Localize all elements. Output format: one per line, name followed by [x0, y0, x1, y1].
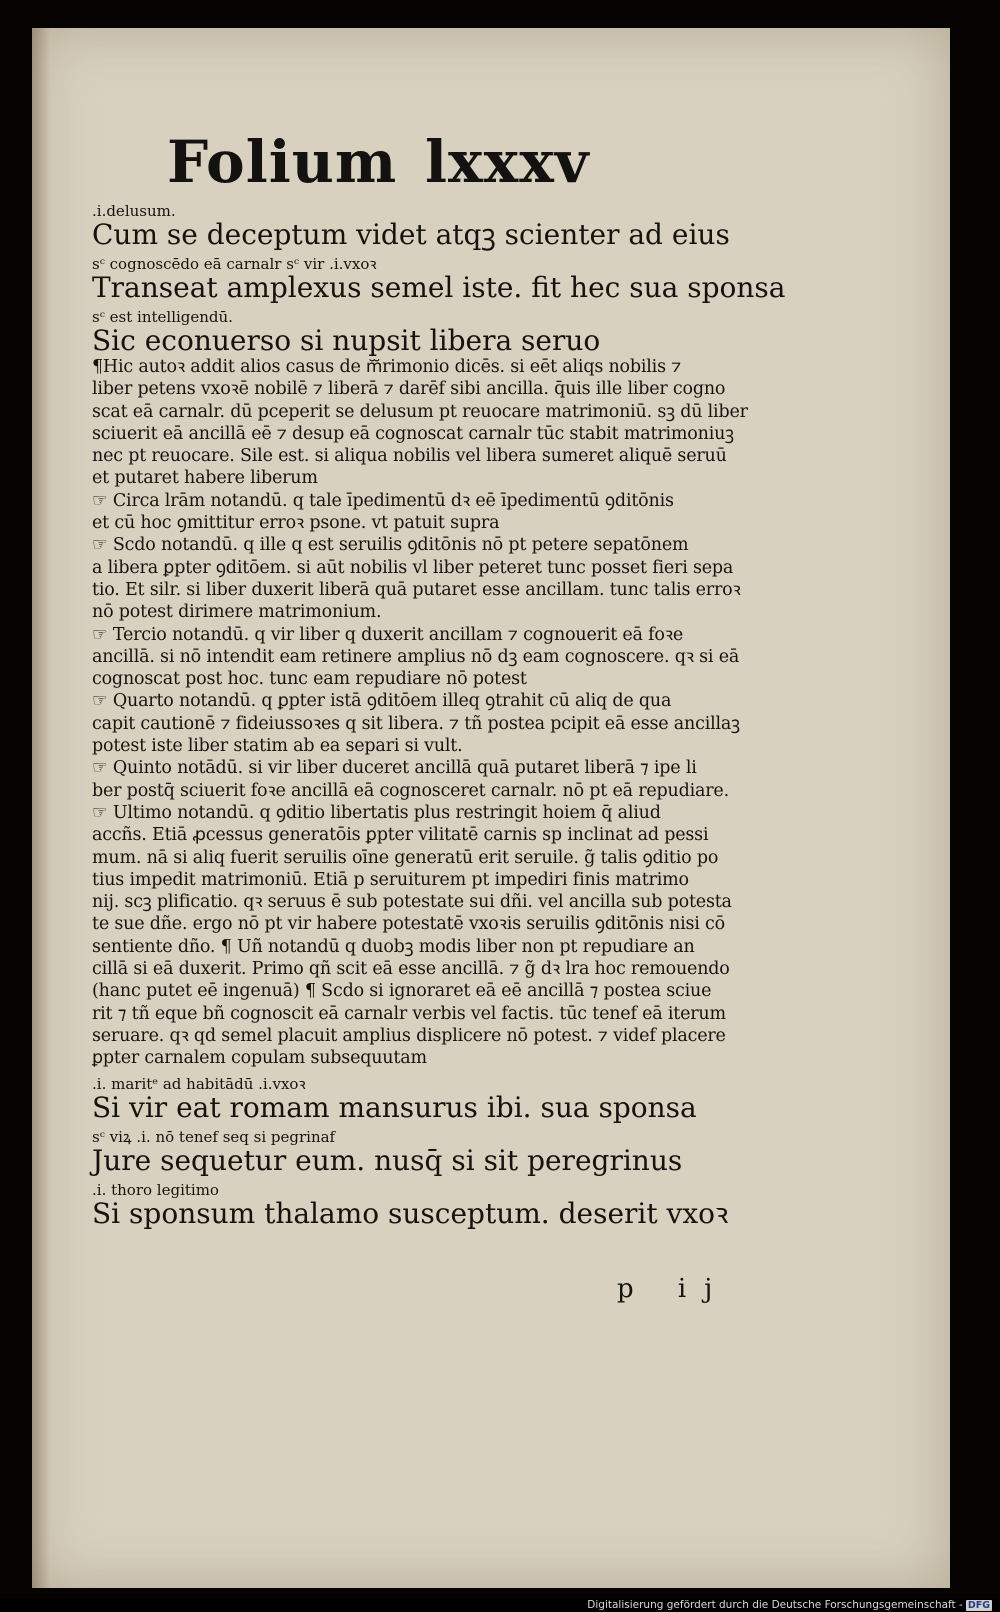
text-block [92, 200, 786, 1232]
heading-folium: Folium [167, 128, 398, 196]
commentary-line: scat eā carnalr. dū pceperit se delusum pt reuocare matrimoniū. sꝫ dū liber [92, 401, 748, 422]
verse-line: Cum se deceptum videt atqꝫ scienter ad eius [92, 218, 730, 251]
commentary-line: (hanc putet eē ingenuā) ¶ Scdo si ignoraret eā eē ancillā ⁊ postea sciue [92, 981, 712, 1002]
gloss-line: sᶜ viꝝ .i. nō tenef seq si pegrinaf [92, 1127, 336, 1146]
footer-credit-text: Digitalisierung gefördert durch die Deutsche Forschungsgemeinschaft - [587, 1599, 963, 1611]
commentary-line: nij. scꝫ plificatio. qꝛ seruus ē sub potestate sui dñi. vel ancilla sub potesta [92, 892, 732, 913]
commentary-line: capit cautionē ⁊ fideiussoꝛes q sit libera. ⁊ tñ postea pcipit eā esse ancillaꝫ [92, 713, 740, 734]
gloss-line: .i. thoro legitimo [92, 1180, 219, 1199]
commentary-line: seruare. qꝛ qd semel placuit amplius displicere nō potest. ⁊ videf placere [92, 1025, 726, 1046]
commentary-line: tius impedit matrimoniū. Etiā p seruiturem pt impediri finis matrimo [92, 869, 689, 890]
commentary-line: liber petens vxoꝛē nobilē ⁊ liberā ⁊ darēf sibi ancilla. q̄uis ille liber cogno [92, 379, 726, 400]
commentary-line: a libera ꝑpter ꝯditōem. si aūt nobilis vl liber peteret tunc posset fieri sepa [92, 557, 734, 578]
gloss-line: .i.delusum. [92, 202, 176, 220]
commentary-line: ¶Hic autoꝛ addit alios casus de mᷓrimonio dicēs. si eēt aliqs nobilis ⁊ [92, 357, 682, 377]
commentary-line: et putaret habere liberum [92, 468, 318, 489]
commentary-line: et cū hoc ꝯmittitur erroꝛ psone. vt patuit supra [92, 513, 500, 534]
verse-line: Jure sequetur eum. nusq̄ si sit peregrinus [92, 1143, 683, 1177]
commentary-line: cillā si eā duxerit. Primo qñ scit eā esse ancillā. ⁊ g̃ dꝛ lra hoc remouendo [92, 959, 730, 980]
commentary-line: ☞ Ultimo notandū. q ꝯditio libertatis plus restringit hoiem q̄ aliud [92, 802, 661, 823]
verse-line: Transeat amplexus semel iste. fit hec sua sponsa [92, 271, 786, 304]
gloss-line: sᶜ est intelligendū. [92, 308, 233, 326]
commentary-line: sentiente dño. ¶ Uñ notandū q duobꝫ modis liber non pt repudiare an [92, 936, 695, 957]
commentary-line: accñs. Etiā ꝓcessus generatōis ꝑpter vilitatē carnis sp inclinat ad pessi [92, 825, 709, 846]
commentary-line: potest iste liber statim ab ea separi si vult. [92, 736, 463, 757]
commentary-line: cognoscat post hoc. tunc eam repudiare nō potest [92, 669, 527, 690]
commentary-line: ☞ Quarto notandū. q ꝑpter istā ꝯditōem illeq ꝯtrahit cū aliq de qua [92, 691, 672, 712]
gloss-line: .i. maritᵉ ad habitādū .i.vxoꝛ [92, 1074, 306, 1093]
verse-line: Si sponsum thalamo susceptum. deserit vxoꝛ [92, 1196, 729, 1230]
commentary-line: nec pt reuocare. Sile est. si aliqua nobilis vel libera sumeret aliquē seruū [92, 446, 727, 467]
commentary-line: rit ⁊ tñ eque bñ cognoscit eā carnalr verbis vel factis. tūc tenef eā iterum [92, 1003, 726, 1024]
verse-line: Si vir eat romam mansurus ibi. sua sponsa [92, 1090, 697, 1124]
heading-folio-number: lxxxv [425, 128, 590, 196]
commentary-line: ancillā. si nō intendit eam retinere amplius nō dꝫ eam cognoscere. qꝛ si eā [92, 646, 740, 667]
commentary-line: ☞ Quinto notādū. si vir liber duceret ancillā quā putaret liberā ⁊ ipe li [92, 758, 697, 779]
commentary-line: sciuerit eā ancillā eē ⁊ desup eā cognoscat carnalr tūc stabit matrimoniuꝫ [92, 423, 734, 444]
commentary-line: tio. Et silr. si liber duxerit liberā quā putaret esse ancillam. tunc talis erroꝛ [92, 579, 741, 600]
footer-credit [587, 1599, 992, 1611]
commentary-line: ☞ Scdo notandū. q ille q est seruilis ꝯditōnis nō pt petere sepatōnem [92, 535, 689, 556]
commentary-line: ☞ Circa lrām notandū. q tale īpedimentū dꝛ eē īpedimentū ꝯditōnis [92, 490, 674, 511]
commentary-line: ☞ Tercio notandū. q vir liber q duxerit ancillam ⁊ cognouerit eā foꝛe [92, 624, 684, 645]
gloss-line: sᶜ cognoscēdo eā carnalr sᶜ vir .i.vxoꝛ [92, 255, 377, 273]
book-page [32, 28, 950, 1588]
commentary-line: ꝑpter carnalem copulam subsequutam [92, 1048, 427, 1069]
commentary-line: mum. nā si aliq fuerit seruilis oīne generatū erit seruile. g̃ talis ꝯditio po [92, 847, 719, 868]
dfg-logo: DFG [967, 1600, 990, 1611]
signature-mark: p ij [617, 1274, 731, 1304]
commentary-line: te sue dñe. ergo nō pt vir habere potestatē vxoꝛis seruilis ꝯditōnis nisi cō [92, 914, 725, 935]
commentary-line: nō potest dirimere matrimonium. [92, 602, 382, 623]
verse-line: Sic econuerso si nupsit libera seruo [92, 324, 601, 357]
commentary-line: ber postq̄ sciuerit foꝛe ancillā eā cognosceret carnalr. nō pt eā repudiare. [92, 780, 729, 801]
